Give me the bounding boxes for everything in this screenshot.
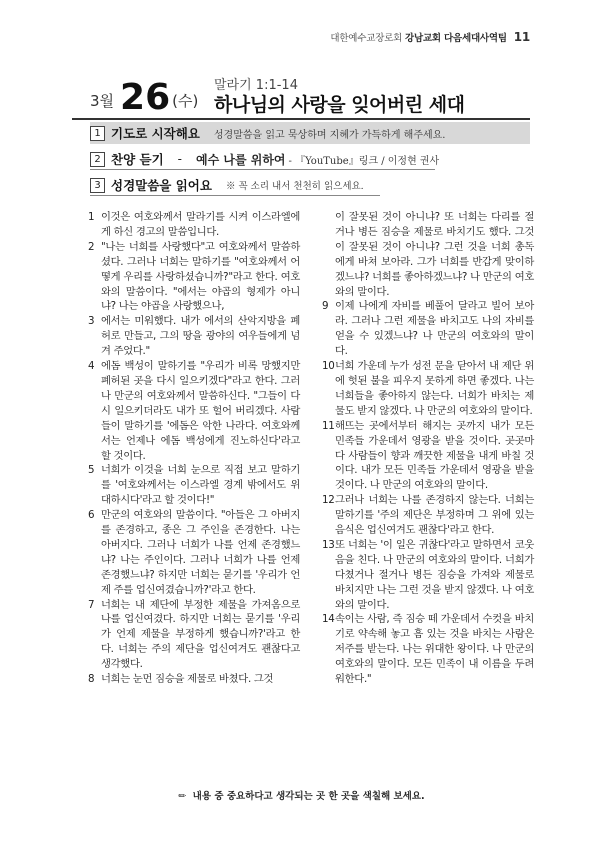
song-source-link[interactable]: - 『YouTube』링크 / 이정현 권사	[288, 155, 440, 167]
verse-text: 이것은 여호와께서 말라기를 시켜 이스라엘에게 하신 경고의 말씀입니다.	[101, 211, 300, 238]
pencil-icon: ✏	[178, 791, 187, 802]
verse-number: 1	[88, 211, 95, 223]
step-label: 기도로 시작해요	[111, 126, 200, 141]
verse-text: 이제 나에게 자비를 베풀어 달라고 빌어 보아라. 그러나 그런 제물을 바치고도 나의 자비를 얻을 수 있겠느냐? 나 만군의 여호와의 말이다.	[335, 300, 534, 358]
verse-text: 너희가 이것을 너희 눈으로 직접 보고 말하기를 '여호와께서는 이스라엘 경계 밖에서도 위대하시다'라고 할 것이다!"	[101, 464, 300, 507]
verse-number: 13	[322, 538, 335, 551]
verse-9	[322, 299, 534, 359]
verse-10	[322, 359, 534, 419]
step-read-scripture	[90, 174, 364, 196]
date-month: 3월	[90, 92, 115, 110]
song-title: 예수 나를 위하여	[196, 152, 286, 167]
step-2-underline	[90, 169, 435, 170]
verse-number: 3	[88, 315, 95, 328]
step-dash: -	[177, 152, 182, 166]
verse-6	[88, 508, 300, 597]
verse-number: 2	[88, 240, 95, 253]
step-label: 찬양 듣기	[111, 152, 164, 167]
verse-7	[88, 598, 300, 673]
verse-8	[88, 672, 300, 687]
verse-12	[322, 493, 534, 538]
verse-text: 에돔 백성이 말하기를 "우리가 비록 망했지만 폐허된 곳을 다시 일으키겠다"라고 한다. 그러나 만군의 여호와께서 말씀하신다. "그들이 다시 일으키더라도 내가 또 헐어 버리겠다. 사람들이 말하기를 '에돔은 악한 나라다. 여호와께서는 언제나 에돔 백성에게 진노하신다'라고 할 것이다.	[101, 360, 300, 462]
verse-number: 9	[322, 300, 329, 313]
verse-text: "나는 너희를 사랑했다"고 여호와께서 말씀하셨다. 그러나 너희는 말하기를 "여호와께서 어떻게 우리를 사랑하셨습니까?"라고 한다. 여호와의 말씀이다. "에서는 야곱의 형제가 아니냐? 나는 야곱을 사랑했으나,	[101, 240, 300, 313]
verse-text: 속이는 사람, 즉 짐승 떼 가운데서 수컷을 바치기로 약속해 놓고 흠 있는 것을 바치는 사람은 저주를 받는다. 나는 위대한 왕이다. 나 만군의 여호와의 말이다. 모든 민족이 내 이름을 두려워한다."	[335, 613, 534, 686]
verse-text: 해뜨는 곳에서부터 해지는 곳까지 내가 모든 민족들 가운데서 영광을 받을 것이다. 곳곳마다 사람들이 향과 깨끗한 제물을 내게 바칠 것이다. 내가 모든 민족들 가운데서 영광을 받을 것이다. 나 만군의 여호와의 말이다.	[335, 419, 534, 492]
verse-number: 7	[88, 598, 95, 611]
verse-4	[88, 359, 300, 463]
verse-text: 너희는 눈먼 짐승을 제물로 바쳤다. 그것	[101, 673, 274, 686]
scripture-text	[88, 210, 534, 780]
left-column	[88, 210, 300, 780]
step-label: 성경말씀을 읽어요	[111, 178, 212, 193]
step-number: 3	[90, 178, 105, 193]
verse-text: 그러나 너희는 나를 존경하지 않는다. 너희는 말하기를 '주의 제단은 부정하며 그 위에 있는 음식은 업신여겨도 괜찮다'라고 한다.	[335, 494, 534, 537]
verse-1	[88, 210, 300, 240]
verse-text: 에서는 미워했다. 내가 에서의 산악지방을 폐허로 만들고, 그의 땅을 광야의 여우들에게 넘겨 주었다."	[101, 315, 300, 358]
verse-number: 6	[88, 509, 95, 522]
footer-instruction	[0, 788, 600, 802]
page-number: 11	[513, 30, 530, 44]
verse-14	[322, 612, 534, 687]
title-divider	[72, 118, 530, 120]
step-worship-song	[90, 148, 439, 170]
verse-number: 11	[322, 419, 335, 432]
header-church: 강남교회 다음세대사역팀	[405, 33, 507, 44]
step-description: 성경말씀을 읽고 묵상하며 지혜가 가득하게 해주세요.	[213, 129, 446, 141]
verse-3	[88, 314, 300, 359]
reading-note: ※ 꼭 소리 내서 천천히 읽으세요.	[225, 181, 364, 192]
page-header	[72, 30, 530, 44]
step-number: 2	[90, 152, 105, 167]
date-weekday: (수)	[172, 92, 199, 110]
step-3-underline	[90, 195, 380, 196]
right-column	[322, 210, 534, 780]
verse-number: 10	[322, 360, 335, 373]
verse-text: 만군의 여호와의 말씀이다. "아들은 그 아버지를 존경하고, 종은 그 주인을 존경한다. 나는 아버지다. 그러나 너희가 나를 언제 존경했느냐? 나는 주인이다. 그러나 너희가 나를 언제 존경했느냐? 하지만 너희는 묻기를 '우리가 언제 주를 업신여겼습니까?'라고 한다.	[101, 509, 300, 596]
date-block	[90, 77, 199, 118]
page-title: 하나님의 사랑을 잊어버린 세대	[214, 94, 465, 116]
verse-11	[322, 419, 534, 494]
scripture-reference: 말라기 1:1-14	[214, 78, 298, 93]
header-org: 대한예수교장로회	[330, 33, 403, 44]
verse-number: 8	[88, 673, 95, 686]
date-day: 26	[120, 77, 171, 118]
verse-number: 14	[322, 613, 335, 626]
step-prayer	[90, 122, 530, 144]
verse-number: 5	[88, 464, 95, 477]
verse-text: 너희 가운데 누가 성전 문을 닫아서 내 제단 위에 헛된 불을 피우지 못하게 하면 좋겠다. 나는 너희들을 좋아하지 않는다. 너희가 바치는 제물도 받지 않겠다. 나 만군의 여호와의 말이다.	[335, 360, 534, 417]
step-number: 1	[90, 126, 105, 141]
footer-text: 내용 중 중요하다고 생각되는 곳 한 곳을 색칠해 보세요.	[192, 791, 425, 802]
verse-continuation: 이 잘못된 것이 아니냐? 또 너희는 다리를 절거나 병든 짐승을 제물로 바치기도 했다. 그것이 잘못된 것이 아니냐? 그런 것을 너희 총독에게 바쳐 보아라. 그가 너희를 반갑게 맞이하겠느냐? 너희를 좋아하겠느냐? 나 만군의 여호와의 말이다.	[335, 211, 534, 298]
verse-text: 또 너희는 '이 일은 귀찮다'라고 말하면서 코웃음을 친다. 나 만군의 여호와의 말이다. 너희가 다쳤거나 절거나 병든 짐승을 가져와 제물로 바치지만 나는 그런 것을 받지 않겠다. 나 여호와의 말이다.	[335, 538, 534, 611]
verse-13	[322, 538, 534, 613]
verse-text: 너희는 내 제단에 부정한 제물을 가져옴으로 나를 업신여겼다. 하지만 너희는 묻기를 '우리가 언제 제물을 부정하게 했습니까?'라고 한다. 너희는 주의 제단을 업신여겨도 괜찮다고 생각했다.	[101, 598, 300, 671]
verse-number: 12	[322, 494, 335, 507]
verse-number: 4	[88, 360, 95, 373]
verse-2	[88, 240, 300, 315]
verse-5	[88, 463, 300, 508]
